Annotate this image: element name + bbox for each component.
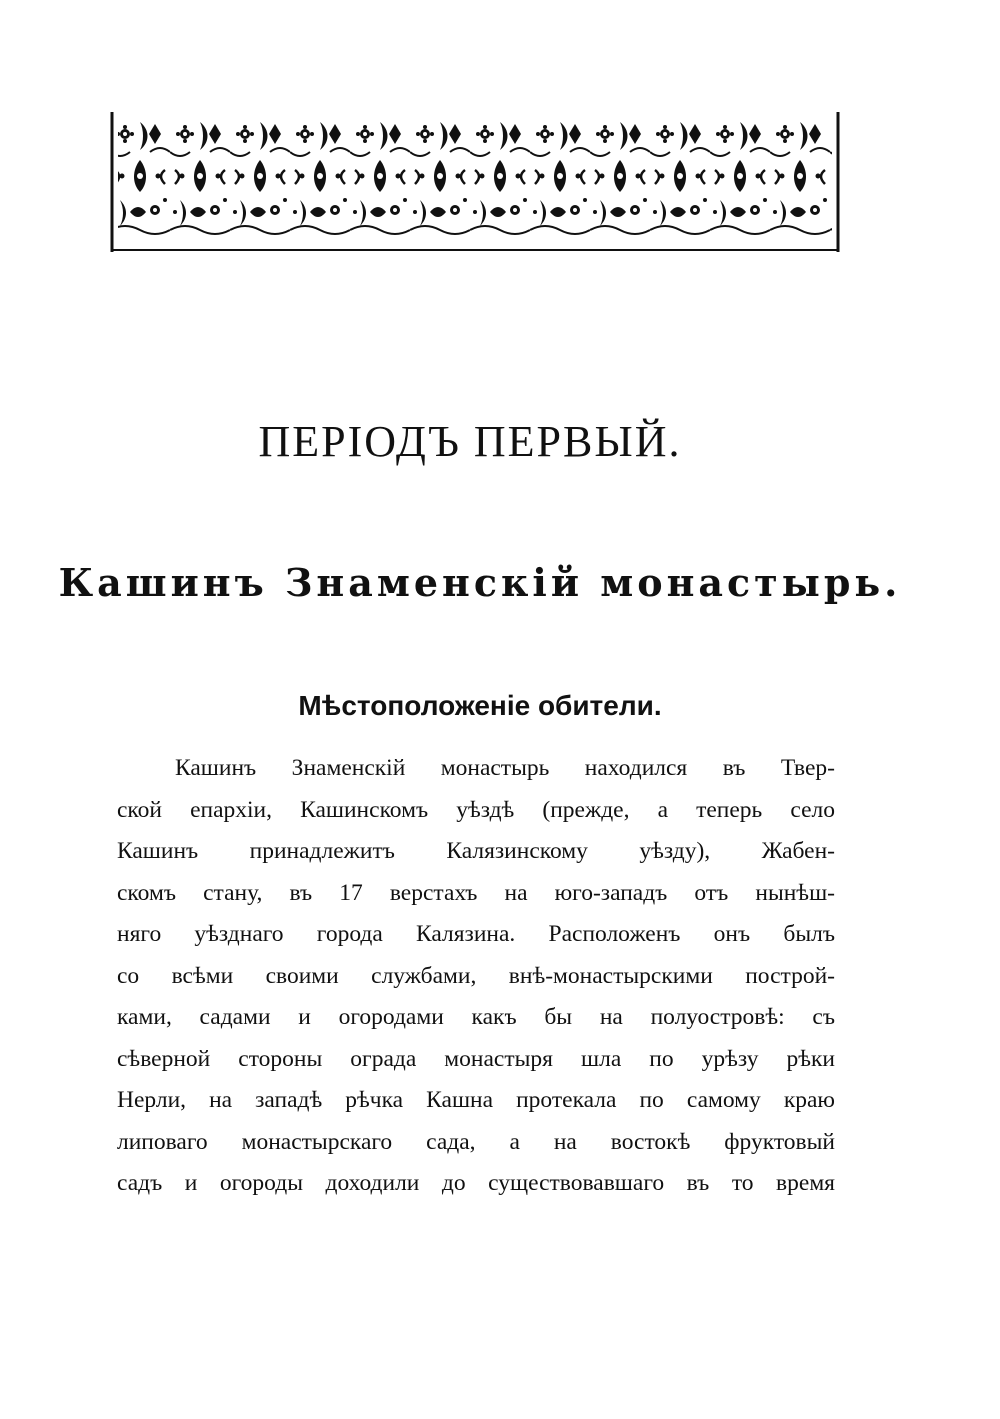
body-line: скомъ стану, въ 17 верстахъ на юго-западъ отъ нынѣш-	[117, 879, 835, 906]
body-line: сѣверной стороны ограда монастыря шла по урѣзу рѣки	[117, 1045, 835, 1072]
body-line: няго уѣзднаго города Калязина. Расположенъ онъ былъ	[117, 921, 835, 947]
body-paragraph	[117, 748, 835, 1205]
body-line: ской епархіи, Кашинскомъ уѣздѣ (прежде, а теперь село	[117, 796, 835, 823]
monastery-title: Кашинъ Знаменскій монастырь.	[58, 560, 902, 605]
body-line: Кашинъ Знаменскій монастырь находился въ Твер-	[175, 755, 835, 781]
body-line: Кашинъ принадлежитъ Калязинскому уѣзду), Жабен-	[117, 838, 835, 864]
body-line: со всѣми своими службами, внѣ-монастырскими построй-	[117, 962, 835, 989]
body-line: садъ и огороды доходили до существовавшаго въ то время	[117, 1170, 835, 1196]
body-line: Нерли, на западѣ рѣчка Кашна протекала по самому краю	[117, 1087, 835, 1113]
body-line: ками, садами и огородами какъ бы на полуостровѣ: съ	[117, 1004, 835, 1030]
decorative-ornament-band	[110, 112, 840, 252]
section-title: Мѣстоположеніе обители.	[298, 690, 662, 721]
body-line: липоваго монастырскаго сада, а на востокѣ фруктовый	[117, 1128, 835, 1155]
period-title: ПЕРІОДЪ ПЕРВЫЙ.	[258, 417, 682, 466]
